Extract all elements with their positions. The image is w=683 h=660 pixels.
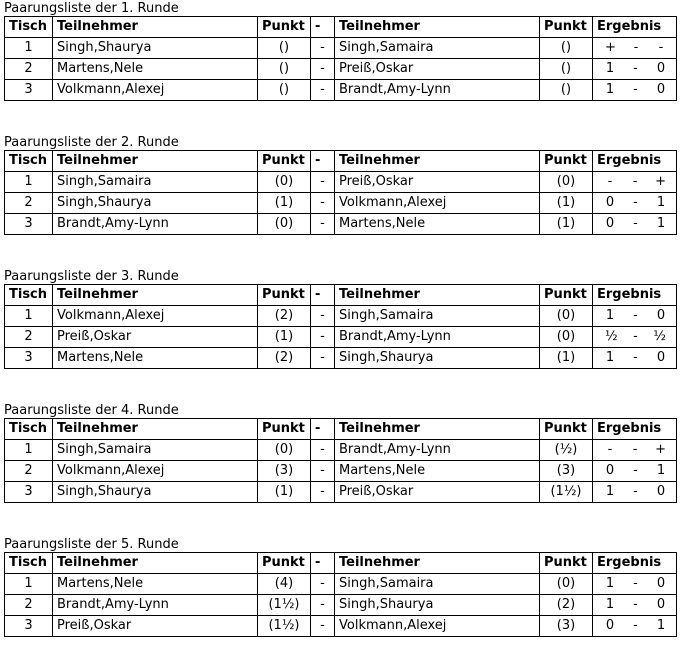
player1-points: (0) bbox=[258, 214, 311, 235]
player1-name: Martens,Nele bbox=[53, 59, 258, 80]
result-player1: + bbox=[605, 40, 616, 55]
result-separator: - bbox=[633, 350, 638, 365]
header-punkt-1: Punkt bbox=[258, 285, 311, 306]
table-row bbox=[5, 193, 677, 214]
result-cell bbox=[593, 440, 677, 461]
result-separator: - bbox=[633, 216, 638, 231]
result-separator: - bbox=[633, 463, 638, 478]
player1-points: (0) bbox=[258, 440, 311, 461]
result-separator: - bbox=[633, 82, 638, 97]
dash-cell: - bbox=[311, 348, 335, 369]
player1-name: Brandt,Amy-Lynn bbox=[53, 214, 258, 235]
result-player2: ½ bbox=[653, 329, 666, 344]
result-cell bbox=[593, 59, 677, 80]
player2-points: () bbox=[540, 59, 593, 80]
result-separator: - bbox=[633, 597, 638, 612]
result-cell bbox=[593, 574, 677, 595]
player2-name: Volkmann,Alexej bbox=[335, 193, 540, 214]
header-tisch: Tisch bbox=[5, 419, 53, 440]
round-title: Paarungsliste der 2. Runde bbox=[4, 135, 179, 150]
result-separator: - bbox=[632, 174, 638, 189]
dash-cell: - bbox=[311, 59, 335, 80]
player1-name: Martens,Nele bbox=[53, 348, 258, 369]
player1-points: (2) bbox=[258, 306, 311, 327]
player2-name: Brandt,Amy-Lynn bbox=[335, 80, 540, 101]
table-row bbox=[5, 574, 677, 595]
player1-name: Brandt,Amy-Lynn bbox=[53, 595, 258, 616]
player2-name: Brandt,Amy-Lynn bbox=[335, 327, 540, 348]
result-separator: - bbox=[633, 484, 638, 499]
player1-name: Preiß,Oskar bbox=[53, 616, 258, 637]
table-row bbox=[5, 440, 677, 461]
table-row bbox=[5, 80, 677, 101]
tisch-cell: 2 bbox=[5, 595, 53, 616]
result-cell bbox=[593, 595, 677, 616]
player1-points: (4) bbox=[258, 574, 311, 595]
player2-name: Preiß,Oskar bbox=[335, 172, 540, 193]
tisch-cell: 2 bbox=[5, 461, 53, 482]
player2-name: Preiß,Oskar bbox=[335, 482, 540, 503]
result-player2: 0 bbox=[656, 61, 666, 76]
player2-name: Martens,Nele bbox=[335, 461, 540, 482]
player1-points: (0) bbox=[258, 172, 311, 193]
header-punkt-1: Punkt bbox=[258, 17, 311, 38]
header-punkt-2: Punkt bbox=[540, 553, 593, 574]
result-separator: - bbox=[632, 442, 638, 457]
player1-name: Martens,Nele bbox=[53, 574, 258, 595]
round-title: Paarungsliste der 3. Runde bbox=[4, 269, 179, 284]
header-dash: - bbox=[311, 553, 335, 574]
result-player2: 0 bbox=[656, 308, 666, 323]
player2-points: (3) bbox=[540, 616, 593, 637]
result-separator: - bbox=[633, 40, 639, 55]
result-player2: 0 bbox=[656, 82, 666, 97]
pairing-table bbox=[4, 16, 677, 101]
result-player2: 1 bbox=[656, 216, 666, 231]
result-cell bbox=[593, 461, 677, 482]
tisch-cell: 2 bbox=[5, 327, 53, 348]
result-separator: - bbox=[633, 576, 638, 591]
result-player2: - bbox=[658, 40, 664, 55]
player2-name: Volkmann,Alexej bbox=[335, 616, 540, 637]
dash-cell: - bbox=[311, 80, 335, 101]
player1-points: (1) bbox=[258, 327, 311, 348]
header-punkt-1: Punkt bbox=[258, 553, 311, 574]
table-row bbox=[5, 59, 677, 80]
dash-cell: - bbox=[311, 440, 335, 461]
result-cell bbox=[593, 482, 677, 503]
table-row bbox=[5, 461, 677, 482]
tisch-cell: 1 bbox=[5, 306, 53, 327]
player2-name: Singh,Samaira bbox=[335, 38, 540, 59]
player2-name: Singh,Shaurya bbox=[335, 595, 540, 616]
dash-cell: - bbox=[311, 482, 335, 503]
header-teilnehmer-1: Teilnehmer bbox=[53, 17, 258, 38]
header-row bbox=[5, 419, 677, 440]
header-row bbox=[5, 553, 677, 574]
result-separator: - bbox=[633, 195, 638, 210]
result-cell bbox=[593, 616, 677, 637]
header-punkt-2: Punkt bbox=[540, 285, 593, 306]
result-player2: 0 bbox=[656, 350, 666, 365]
result-player1: 1 bbox=[605, 61, 615, 76]
header-teilnehmer-1: Teilnehmer bbox=[53, 285, 258, 306]
dash-cell: - bbox=[311, 461, 335, 482]
result-player1: ½ bbox=[605, 329, 618, 344]
table-row bbox=[5, 482, 677, 503]
table-row bbox=[5, 306, 677, 327]
tisch-cell: 3 bbox=[5, 80, 53, 101]
result-cell bbox=[593, 38, 677, 59]
header-teilnehmer-2: Teilnehmer bbox=[335, 151, 540, 172]
pairing-table bbox=[4, 150, 677, 235]
player1-points: () bbox=[258, 38, 311, 59]
header-teilnehmer-1: Teilnehmer bbox=[53, 151, 258, 172]
pairing-table bbox=[4, 552, 677, 637]
player2-points: (1) bbox=[540, 214, 593, 235]
player1-points: (1½) bbox=[258, 595, 311, 616]
result-separator: - bbox=[633, 308, 638, 323]
result-cell bbox=[593, 172, 677, 193]
player1-points: () bbox=[258, 59, 311, 80]
player1-name: Volkmann,Alexej bbox=[53, 306, 258, 327]
result-player1: 0 bbox=[605, 463, 615, 478]
dash-cell: - bbox=[311, 616, 335, 637]
header-ergebnis: Ergebnis bbox=[593, 17, 677, 38]
player1-name: Singh,Shaurya bbox=[53, 482, 258, 503]
table-row bbox=[5, 595, 677, 616]
result-cell bbox=[593, 80, 677, 101]
tisch-cell: 3 bbox=[5, 616, 53, 637]
player1-name: Singh,Shaurya bbox=[53, 193, 258, 214]
result-player2: 1 bbox=[656, 463, 666, 478]
tisch-cell: 3 bbox=[5, 214, 53, 235]
result-player2: 0 bbox=[656, 484, 666, 499]
header-punkt-2: Punkt bbox=[540, 151, 593, 172]
header-ergebnis: Ergebnis bbox=[593, 553, 677, 574]
header-teilnehmer-2: Teilnehmer bbox=[335, 285, 540, 306]
tisch-cell: 2 bbox=[5, 59, 53, 80]
player2-name: Singh,Samaira bbox=[335, 574, 540, 595]
dash-cell: - bbox=[311, 214, 335, 235]
result-cell bbox=[593, 348, 677, 369]
header-ergebnis: Ergebnis bbox=[593, 285, 677, 306]
header-punkt-1: Punkt bbox=[258, 151, 311, 172]
player2-points: () bbox=[540, 80, 593, 101]
round-section bbox=[4, 537, 676, 637]
player2-points: (1) bbox=[540, 193, 593, 214]
result-player1: 1 bbox=[605, 484, 615, 499]
header-teilnehmer-2: Teilnehmer bbox=[335, 17, 540, 38]
player1-points: (2) bbox=[258, 348, 311, 369]
result-cell bbox=[593, 214, 677, 235]
player1-points: () bbox=[258, 80, 311, 101]
dash-cell: - bbox=[311, 172, 335, 193]
header-tisch: Tisch bbox=[5, 285, 53, 306]
player1-points: (3) bbox=[258, 461, 311, 482]
round-title: Paarungsliste der 4. Runde bbox=[4, 403, 179, 418]
tisch-cell: 1 bbox=[5, 440, 53, 461]
round-section bbox=[4, 403, 676, 503]
result-player2: 0 bbox=[656, 597, 666, 612]
player2-name: Brandt,Amy-Lynn bbox=[335, 440, 540, 461]
player2-points: (0) bbox=[540, 327, 593, 348]
result-player1: 1 bbox=[605, 308, 615, 323]
dash-cell: - bbox=[311, 574, 335, 595]
dash-cell: - bbox=[311, 38, 335, 59]
header-row bbox=[5, 285, 677, 306]
table-row bbox=[5, 38, 677, 59]
player1-points: (1) bbox=[258, 482, 311, 503]
table-row bbox=[5, 348, 677, 369]
header-dash: - bbox=[311, 151, 335, 172]
round-title: Paarungsliste der 1. Runde bbox=[4, 1, 179, 16]
player2-name: Preiß,Oskar bbox=[335, 59, 540, 80]
result-player1: - bbox=[607, 174, 613, 189]
result-player1: 0 bbox=[605, 618, 615, 633]
tisch-cell: 1 bbox=[5, 38, 53, 59]
header-tisch: Tisch bbox=[5, 17, 53, 38]
result-player1: 1 bbox=[605, 576, 615, 591]
player1-name: Singh,Samaira bbox=[53, 440, 258, 461]
player2-points: () bbox=[540, 38, 593, 59]
result-player2: + bbox=[655, 442, 666, 457]
header-teilnehmer-1: Teilnehmer bbox=[53, 419, 258, 440]
table-row bbox=[5, 172, 677, 193]
tisch-cell: 3 bbox=[5, 482, 53, 503]
header-row bbox=[5, 17, 677, 38]
header-teilnehmer-2: Teilnehmer bbox=[335, 553, 540, 574]
player2-name: Singh,Samaira bbox=[335, 306, 540, 327]
player2-name: Singh,Shaurya bbox=[335, 348, 540, 369]
dash-cell: - bbox=[311, 193, 335, 214]
result-player1: 0 bbox=[605, 216, 615, 231]
result-player1: 1 bbox=[605, 350, 615, 365]
round-section bbox=[4, 269, 676, 369]
header-dash: - bbox=[311, 419, 335, 440]
header-teilnehmer-2: Teilnehmer bbox=[335, 419, 540, 440]
player2-points: (0) bbox=[540, 172, 593, 193]
header-punkt-1: Punkt bbox=[258, 419, 311, 440]
tisch-cell: 3 bbox=[5, 348, 53, 369]
pairing-table bbox=[4, 284, 677, 369]
player1-name: Singh,Shaurya bbox=[53, 38, 258, 59]
header-ergebnis: Ergebnis bbox=[593, 151, 677, 172]
player2-points: (0) bbox=[540, 574, 593, 595]
result-player1: 1 bbox=[605, 82, 615, 97]
header-teilnehmer-1: Teilnehmer bbox=[53, 553, 258, 574]
result-separator: - bbox=[633, 329, 638, 344]
header-ergebnis: Ergebnis bbox=[593, 419, 677, 440]
header-tisch: Tisch bbox=[5, 553, 53, 574]
tisch-cell: 2 bbox=[5, 193, 53, 214]
player2-points: (2) bbox=[540, 595, 593, 616]
table-row bbox=[5, 214, 677, 235]
player2-points: (½) bbox=[540, 440, 593, 461]
header-dash: - bbox=[311, 17, 335, 38]
result-player1: 0 bbox=[605, 195, 615, 210]
player1-name: Volkmann,Alexej bbox=[53, 461, 258, 482]
player2-points: (1) bbox=[540, 348, 593, 369]
player1-name: Volkmann,Alexej bbox=[53, 80, 258, 101]
dash-cell: - bbox=[311, 306, 335, 327]
header-dash: - bbox=[311, 285, 335, 306]
tisch-cell: 1 bbox=[5, 574, 53, 595]
player1-name: Singh,Samaira bbox=[53, 172, 258, 193]
result-player2: 0 bbox=[656, 576, 666, 591]
player1-points: (1½) bbox=[258, 616, 311, 637]
result-player1: 1 bbox=[605, 597, 615, 612]
dash-cell: - bbox=[311, 595, 335, 616]
player2-points: (3) bbox=[540, 461, 593, 482]
dash-cell: - bbox=[311, 327, 335, 348]
round-section bbox=[4, 135, 676, 235]
result-player2: + bbox=[655, 174, 666, 189]
header-punkt-2: Punkt bbox=[540, 17, 593, 38]
player1-name: Preiß,Oskar bbox=[53, 327, 258, 348]
player2-points: (1½) bbox=[540, 482, 593, 503]
result-player2: 1 bbox=[656, 618, 666, 633]
header-row bbox=[5, 151, 677, 172]
result-player1: - bbox=[607, 442, 613, 457]
round-title: Paarungsliste der 5. Runde bbox=[4, 537, 179, 552]
result-cell bbox=[593, 193, 677, 214]
tisch-cell: 1 bbox=[5, 172, 53, 193]
header-punkt-2: Punkt bbox=[540, 419, 593, 440]
player2-points: (0) bbox=[540, 306, 593, 327]
header-tisch: Tisch bbox=[5, 151, 53, 172]
result-separator: - bbox=[633, 618, 638, 633]
result-player2: 1 bbox=[656, 195, 666, 210]
table-row bbox=[5, 327, 677, 348]
result-separator: - bbox=[633, 61, 638, 76]
player1-points: (1) bbox=[258, 193, 311, 214]
result-cell bbox=[593, 327, 677, 348]
round-section bbox=[4, 1, 676, 101]
pairing-table bbox=[4, 418, 677, 503]
table-row bbox=[5, 616, 677, 637]
player2-name: Martens,Nele bbox=[335, 214, 540, 235]
result-cell bbox=[593, 306, 677, 327]
